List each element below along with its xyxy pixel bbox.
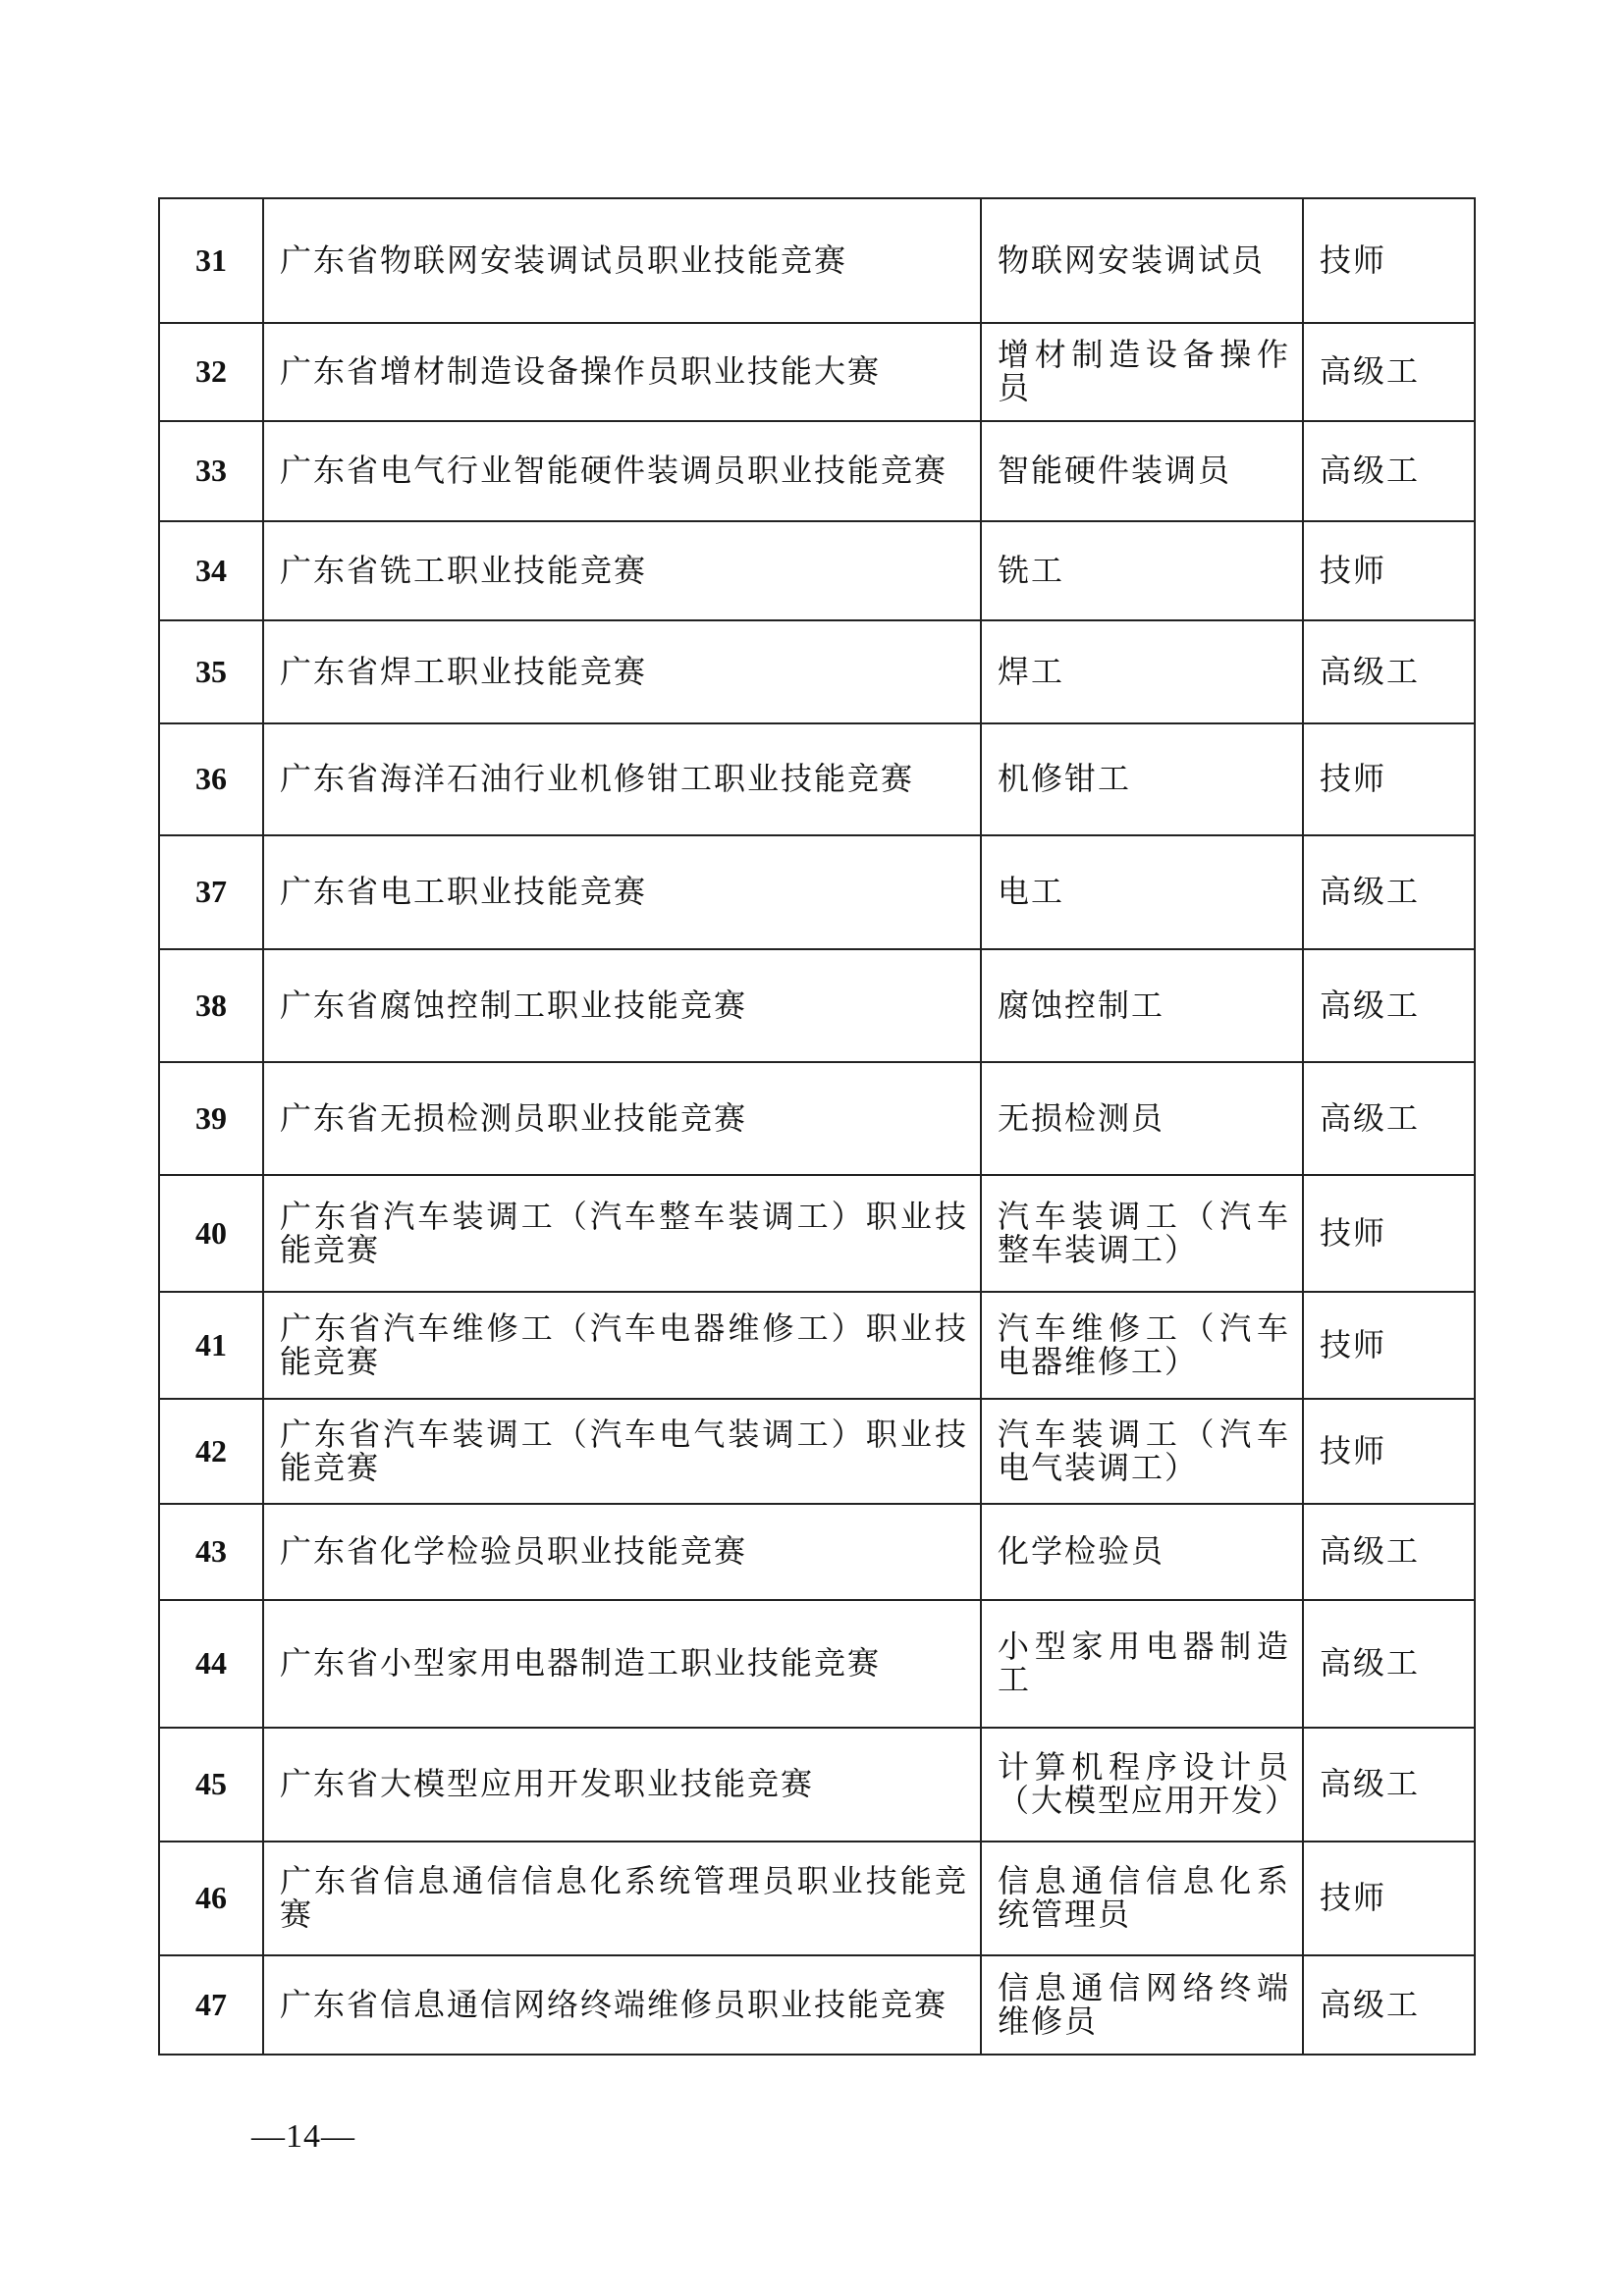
row-number-cell: 35: [159, 620, 263, 723]
skill-level-cell: 技师: [1303, 1292, 1475, 1399]
table-row: [159, 620, 1475, 723]
competition-name-cell: 广东省汽车维修工（汽车电器维修工）职业技能竞赛: [263, 1292, 981, 1399]
row-number-cell: 34: [159, 521, 263, 620]
table-row: [159, 1292, 1475, 1399]
occupation-cell: 信息通信信息化系统管理员: [981, 1842, 1303, 1955]
table-row: [159, 1399, 1475, 1504]
occupation-cell: 铣工: [981, 521, 1303, 620]
occupation-cell: 汽车维修工（汽车电器维修工）: [981, 1292, 1303, 1399]
competition-table-body: [159, 198, 1475, 2055]
table-row: [159, 723, 1475, 835]
competition-name-cell: 广东省增材制造设备操作员职业技能大赛: [263, 323, 981, 421]
table-row: [159, 949, 1475, 1062]
competition-name-cell: 广东省电工职业技能竞赛: [263, 835, 981, 949]
row-number-cell: 33: [159, 421, 263, 521]
row-number-cell: 40: [159, 1175, 263, 1292]
occupation-cell: 腐蚀控制工: [981, 949, 1303, 1062]
page-number: —14—: [251, 2118, 355, 2155]
row-number-cell: 45: [159, 1728, 263, 1842]
table-row: [159, 323, 1475, 421]
skill-level-cell: 技师: [1303, 198, 1475, 323]
row-number-cell: 43: [159, 1504, 263, 1600]
competition-name-cell: 广东省信息通信网络终端维修员职业技能竞赛: [263, 1955, 981, 2055]
competition-name-cell: 广东省铣工职业技能竞赛: [263, 521, 981, 620]
table-row: [159, 835, 1475, 949]
occupation-cell: 信息通信网络终端维修员: [981, 1955, 1303, 2055]
occupation-cell: 无损检测员: [981, 1062, 1303, 1175]
competition-table: [158, 197, 1476, 2056]
skill-level-cell: 高级工: [1303, 421, 1475, 521]
row-number-cell: 42: [159, 1399, 263, 1504]
competition-name-cell: 广东省汽车装调工（汽车整车装调工）职业技能竞赛: [263, 1175, 981, 1292]
competition-name-cell: 广东省小型家用电器制造工职业技能竞赛: [263, 1600, 981, 1728]
table-row: [159, 1062, 1475, 1175]
skill-level-cell: 高级工: [1303, 1504, 1475, 1600]
occupation-cell: 智能硬件装调员: [981, 421, 1303, 521]
competition-name-cell: 广东省信息通信信息化系统管理员职业技能竞赛: [263, 1842, 981, 1955]
competition-name-cell: 广东省电气行业智能硬件装调员职业技能竞赛: [263, 421, 981, 521]
row-number-cell: 44: [159, 1600, 263, 1728]
row-number-cell: 36: [159, 723, 263, 835]
occupation-cell: 焊工: [981, 620, 1303, 723]
skill-level-cell: 高级工: [1303, 323, 1475, 421]
competition-name-cell: 广东省海洋石油行业机修钳工职业技能竞赛: [263, 723, 981, 835]
row-number-cell: 41: [159, 1292, 263, 1399]
competition-name-cell: 广东省焊工职业技能竞赛: [263, 620, 981, 723]
occupation-cell: 计算机程序设计员（大模型应用开发）: [981, 1728, 1303, 1842]
competition-name-cell: 广东省腐蚀控制工职业技能竞赛: [263, 949, 981, 1062]
occupation-cell: 汽车装调工（汽车整车装调工）: [981, 1175, 1303, 1292]
table-row: [159, 1504, 1475, 1600]
competition-name-cell: 广东省大模型应用开发职业技能竞赛: [263, 1728, 981, 1842]
table-row: [159, 1600, 1475, 1728]
occupation-cell: 化学检验员: [981, 1504, 1303, 1600]
row-number-cell: 38: [159, 949, 263, 1062]
table-row: [159, 421, 1475, 521]
occupation-cell: 电工: [981, 835, 1303, 949]
skill-level-cell: 高级工: [1303, 1955, 1475, 2055]
occupation-cell: 汽车装调工（汽车电气装调工）: [981, 1399, 1303, 1504]
row-number-cell: 46: [159, 1842, 263, 1955]
competition-name-cell: 广东省物联网安装调试员职业技能竞赛: [263, 198, 981, 323]
skill-level-cell: 技师: [1303, 723, 1475, 835]
table-row: [159, 521, 1475, 620]
row-number-cell: 37: [159, 835, 263, 949]
occupation-cell: 机修钳工: [981, 723, 1303, 835]
table-row: [159, 198, 1475, 323]
competition-name-cell: 广东省化学检验员职业技能竞赛: [263, 1504, 981, 1600]
row-number-cell: 31: [159, 198, 263, 323]
row-number-cell: 39: [159, 1062, 263, 1175]
occupation-cell: 增材制造设备操作员: [981, 323, 1303, 421]
skill-level-cell: 高级工: [1303, 1600, 1475, 1728]
competition-name-cell: 广东省汽车装调工（汽车电气装调工）职业技能竞赛: [263, 1399, 981, 1504]
row-number-cell: 47: [159, 1955, 263, 2055]
skill-level-cell: 高级工: [1303, 949, 1475, 1062]
table-row: [159, 1175, 1475, 1292]
row-number-cell: 32: [159, 323, 263, 421]
skill-level-cell: 高级工: [1303, 835, 1475, 949]
table-row: [159, 1728, 1475, 1842]
skill-level-cell: 高级工: [1303, 1728, 1475, 1842]
occupation-cell: 小型家用电器制造工: [981, 1600, 1303, 1728]
skill-level-cell: 技师: [1303, 1175, 1475, 1292]
skill-level-cell: 技师: [1303, 1399, 1475, 1504]
table-row: [159, 1842, 1475, 1955]
competition-name-cell: 广东省无损检测员职业技能竞赛: [263, 1062, 981, 1175]
table-row: [159, 1955, 1475, 2055]
occupation-cell: 物联网安装调试员: [981, 198, 1303, 323]
skill-level-cell: 技师: [1303, 521, 1475, 620]
skill-level-cell: 技师: [1303, 1842, 1475, 1955]
skill-level-cell: 高级工: [1303, 1062, 1475, 1175]
skill-level-cell: 高级工: [1303, 620, 1475, 723]
